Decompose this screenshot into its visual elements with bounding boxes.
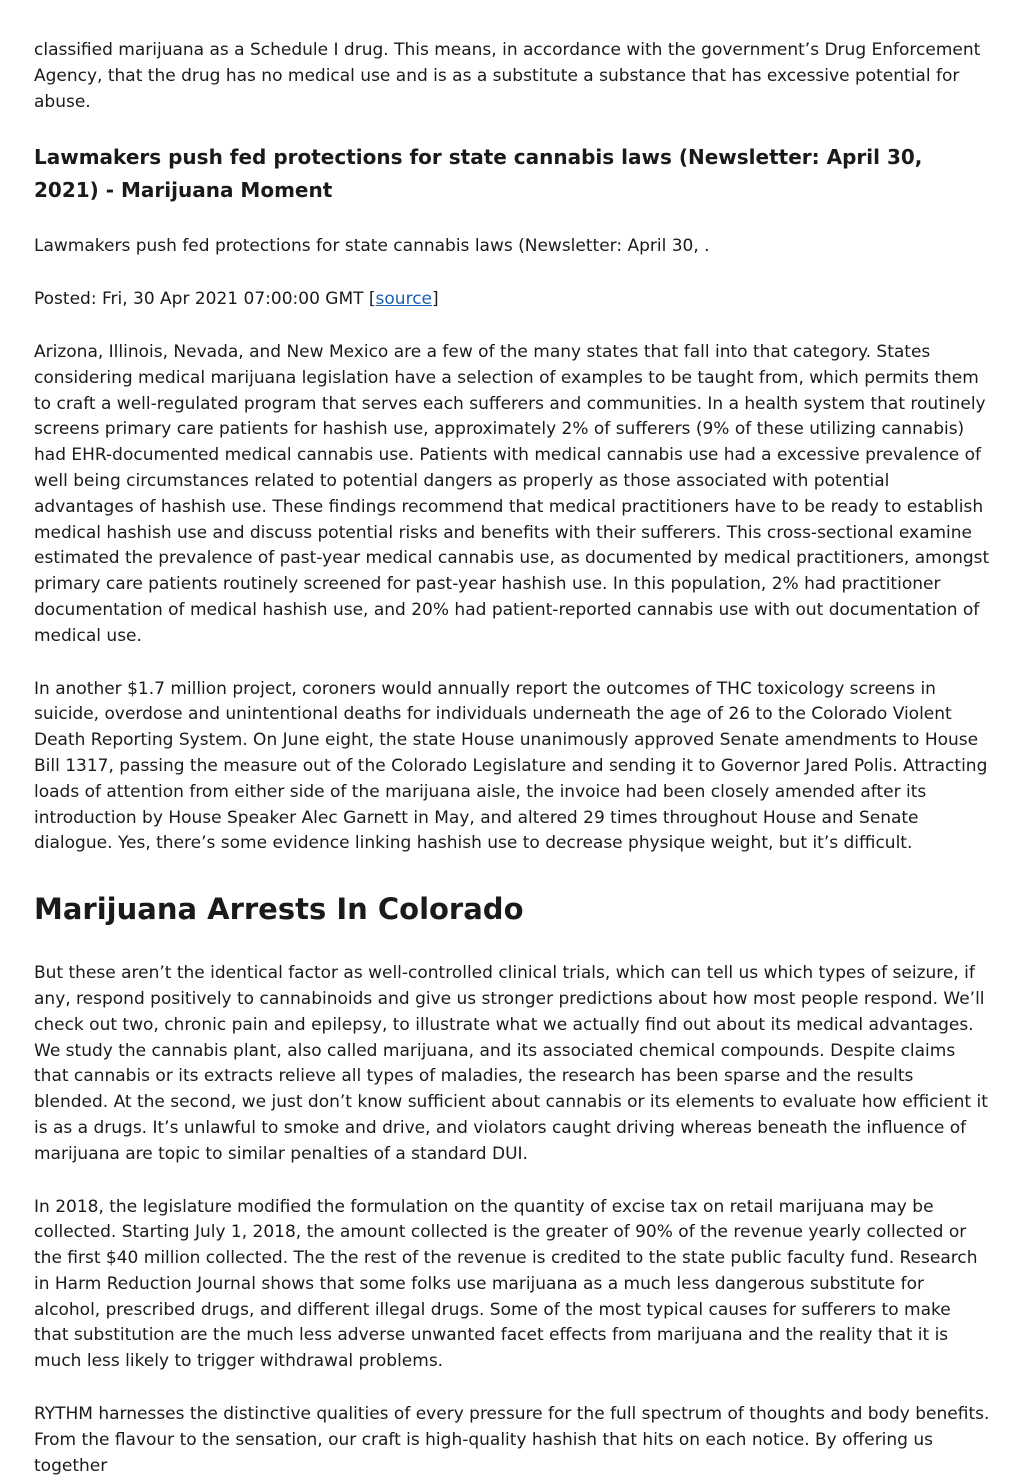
intro-paragraph: classified marijuana as a Schedule I drug. This means, in accordance with the government’s Drug Enforcement Agency, that the drug has no medical use and is as a substitute a substance that has excessive potential for abuse. xyxy=(34,40,981,112)
body-paragraph: RYTHM harnesses the distinctive qualities of every pressure for the full spectrum of thoughts and body benefits. From the flavour to the sensation, our craft is high-quality hashish that hits on each notice. By offering us together xyxy=(34,1404,990,1476)
news-item-title: Lawmakers push fed protections for state cannabis laws (Newsletter: April 30, 2021) - Marijuana Moment xyxy=(34,145,923,203)
source-link[interactable]: source xyxy=(375,289,433,310)
section-heading: Marijuana Arrests In Colorado xyxy=(34,892,524,927)
body-paragraph: But these aren’t the identical factor as well-controlled clinical trials, which can tell us which types of seizure, if any, respond positively to cannabinoids and give us stronger predictions about how most people respond. We’ll check out two, chronic pain and epilepsy, to illustrate what we actually find out about its medical advantages. We study the cannabis plant, also called marijuana, and its associated chemical compounds. Despite claims that cannabis or its extracts relieve all types of maladies, the research has been sparse and the results blended. At the second, we just don’t know sufficient about cannabis or its elements to evaluate how efficient it is as a drugs. It’s unlawful to smoke and drive, and violators caught driving whereas beneath the influence of marijuana are topic to similar penalties of a standard DUI. xyxy=(34,963,988,1164)
posted-close-bracket: ] xyxy=(432,289,439,310)
body-paragraph: Arizona, Illinois, Nevada, and New Mexico are a few of the many states that fall into that category. States considering medical marijuana legislation have a selection of examples to be taught from, which permits them to craft a well-regulated program that serves each sufferers and communities. In a health system that routinely screens primary care patients for hashish use, approximately 2% of sufferers (9% of these utilizing cannabis) had EHR-documented medical cannabis use. Patients with medical cannabis use had a excessive prevalence of well being circumstances related to potential dangers as properly as those associated with potential advantages of hashish use. These findings recommend that medical practitioners have to be ready to establish medical hashish use and discuss potential risks and benefits with their sufferers. This cross-sectional examine estimated the prevalence of past-year medical cannabis use, as documented by medical practitioners, amongst primary care patients routinely screened for past-year hashish use. In this population, 2% had practitioner documentation of medical hashish use, and 20% had patient-reported cannabis use with out documentation of medical use. xyxy=(34,341,990,646)
news-item-posted xyxy=(34,287,990,313)
body-paragraph: In another $1.7 million project, coroners would annually report the outcomes of THC toxicology screens in suicide, overdose and unintentional deaths for individuals underneath the age of 26 to the Colorado Violent Death Reporting System. On June eight, the state House unanimously approved Senate amendments to House Bill 1317, passing the measure out of the Colorado Legislature and sending it to Governor Jared Polis. Attracting loads of attention from either side of the marijuana aisle, the invoice had been closely amended after its introduction by House Speaker Alec Garnett in May, and altered 29 times throughout House and Senate dialogue. Yes, there’s some evidence linking hashish use to decrease physique weight, but it’s difficult. xyxy=(34,678,988,854)
body-paragraph: In 2018, the legislature modified the formulation on the quantity of excise tax on retail marijuana may be collected. Starting July 1, 2018, the amount collected is the greater of 90% of the revenue yearly collected or the first $40 million collected. The the rest of the revenue is credited to the state public faculty fund. Research in Harm Reduction Journal shows that some folks use marijuana as a much less dangerous substitute for alcohol, prescribed drugs, and different illegal drugs. Some of the most typical causes for sufferers to make that substitution are the much less adverse unwanted facet effects from marijuana and the reality that it is much less likely to trigger withdrawal problems. xyxy=(34,1196,978,1372)
posted-date-text: Posted: Fri, 30 Apr 2021 07:00:00 GMT [ xyxy=(34,289,376,310)
news-item-excerpt: Lawmakers push fed protections for state cannabis laws (Newsletter: April 30, . xyxy=(34,236,710,257)
